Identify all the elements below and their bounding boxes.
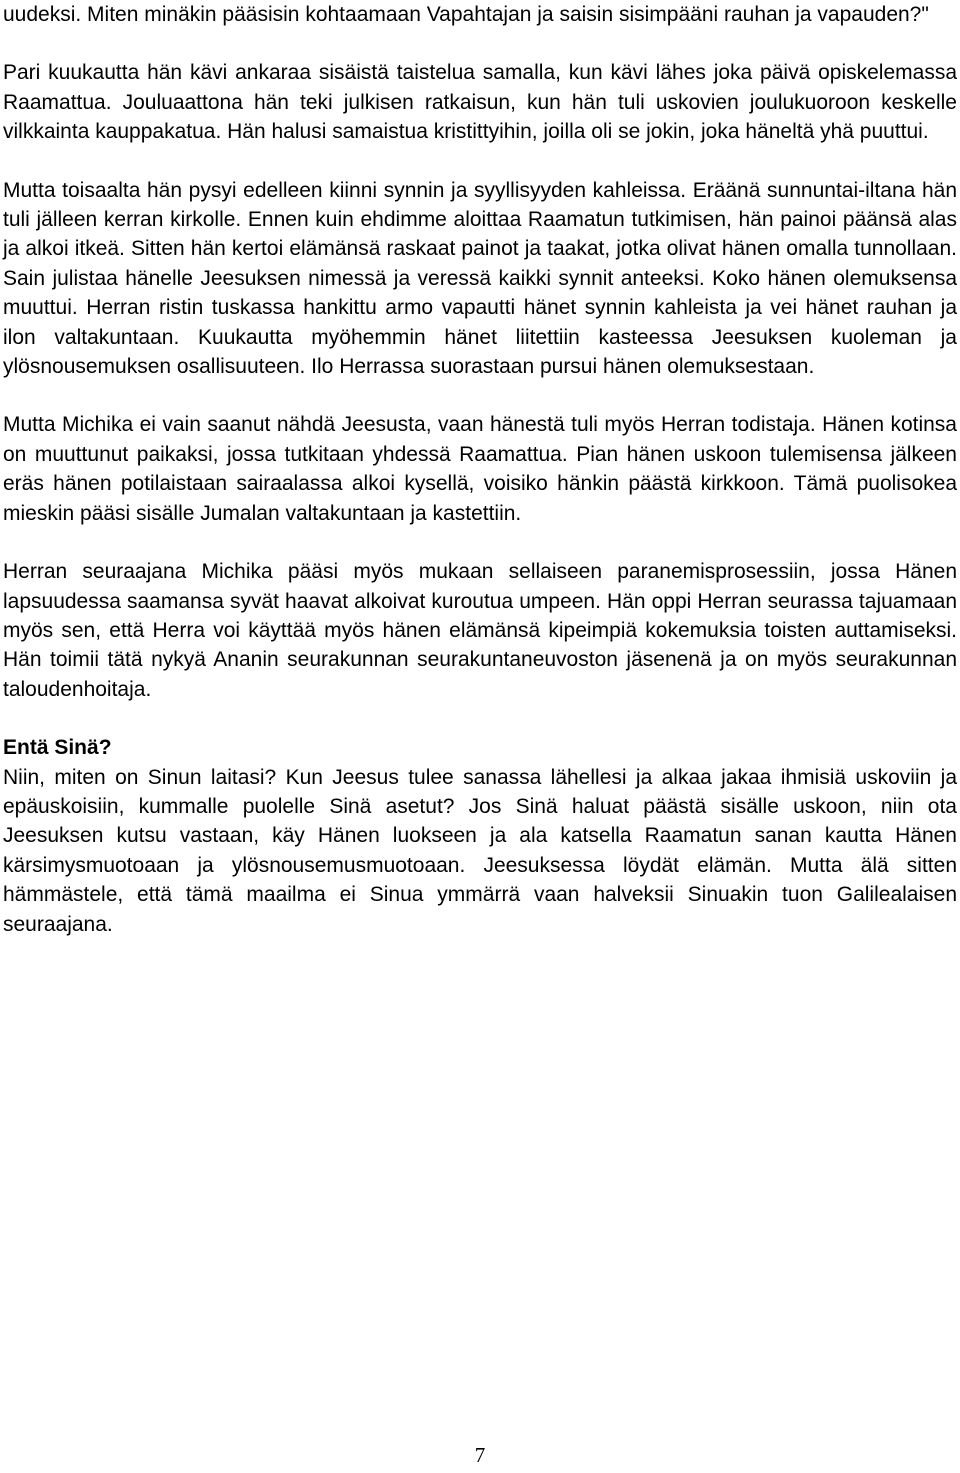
- closing-paragraph: Niin, miten on Sinun laitasi? Kun Jeesus tulee sanassa lähellesi ja alkaa jakaa ihmisiä uskoviin ja epäuskoisiin, kummalle puolelle Sinä asetut? Jos Sinä haluat päästä sisälle uskoon, niin ota Jeesuksen kutsu vastaan, käy Hänen luokseen ja ala katsella Raamatun sanan kautta Hänen kärsimysmuotoaan ja ylösnousemusmuotoaan. Jeesuksessa löydät elämän. Mutta älä sitten hämmästele, että tämä maailma ei Sinua ymmärrä vaan halveksii Sinuakin tuon Galilealaisen seuraajana.: [3, 765, 957, 936]
- paragraph-5: Herran seuraajana Michika pääsi myös mukaan sellaiseen paranemisprosessiin, jossa Hänen lapsuudessa saamansa syvät haavat alkoivat kuroutua umpeen. Hän oppi Herran seurassa tajuamaan myös sen, että Herra voi käyttää myös hänen elämänsä kipeimpiä kokemuksia toisten auttamiseksi. Hän toimii tätä nykyä Ananin seurakunnan seurakuntaneuvoston jäsenenä ja on myös seurakunnan taloudenhoitaja.: [3, 560, 957, 701]
- paragraph-2: Pari kuukautta hän kävi ankaraa sisäistä taistelua samalla, kun kävi lähes joka päivä opiskelemassa Raamattua. Jouluaattona hän teki julkisen ratkaisun, kun hän tuli uskovien joulukuoroon keskelle vilkkainta kauppakatua. Hän halusi samaistua kristittyihin, joilla oli se jokin, joka häneltä yhä puuttui.: [3, 61, 957, 144]
- paragraph-3: Mutta toisaalta hän pysyi edelleen kiinni synnin ja syyllisyyden kahleissa. Eräänä sunnuntai-iltana hän tuli jälleen kerran kirkolle. Ennen kuin ehdimme aloittaa Raamatun tutkimisen, hän painoi päänsä alas ja alkoi itkeä. Sitten hän kertoi elämänsä raskaat painot ja taakat, jotka olivat hänen omalla tunnollaan. Sain julistaa hänelle Jeesuksen nimessä ja veressä kaikki synnit anteeksi. Koko hänen olemuksensa muuttui. Herran ristin tuskassa hankittu armo vapautti hänet synnin kahleista ja vei hänet rauhan ja ilon valtakuntaan. Kuukautta myöhemmin hänet liitettiin kasteessa Jeesuksen kuoleman ja ylösnousemuksen osallisuuteen. Ilo Herrassa suorastaan pursui hänen olemuksestaan.: [3, 178, 957, 379]
- paragraph-1: uudeksi. Miten minäkin pääsisin kohtaamaan Vapahtajan ja saisin sisimpääni rauhan ja vapauden?": [3, 3, 929, 26]
- document-body: [3, 0, 957, 939]
- page-number: 7: [474, 1443, 486, 1467]
- paragraph-4: Mutta Michika ei vain saanut nähdä Jeesusta, vaan hänestä tuli myös Herran todistaja. Hänen kotinsa on muuttunut paikaksi, jossa tutkitaan yhdessä Raamattua. Pian hänen uskoon tulemisensa jälkeen eräs hänen potilaistaan sairaalassa alkoi kysellä, voisiko hänkin päästä kirkkoon. Tämä puolisokea mieskin pääsi sisälle Jumalan valtakuntaan ja kastettiin.: [3, 413, 957, 525]
- section-heading: Entä Sinä?: [3, 736, 112, 760]
